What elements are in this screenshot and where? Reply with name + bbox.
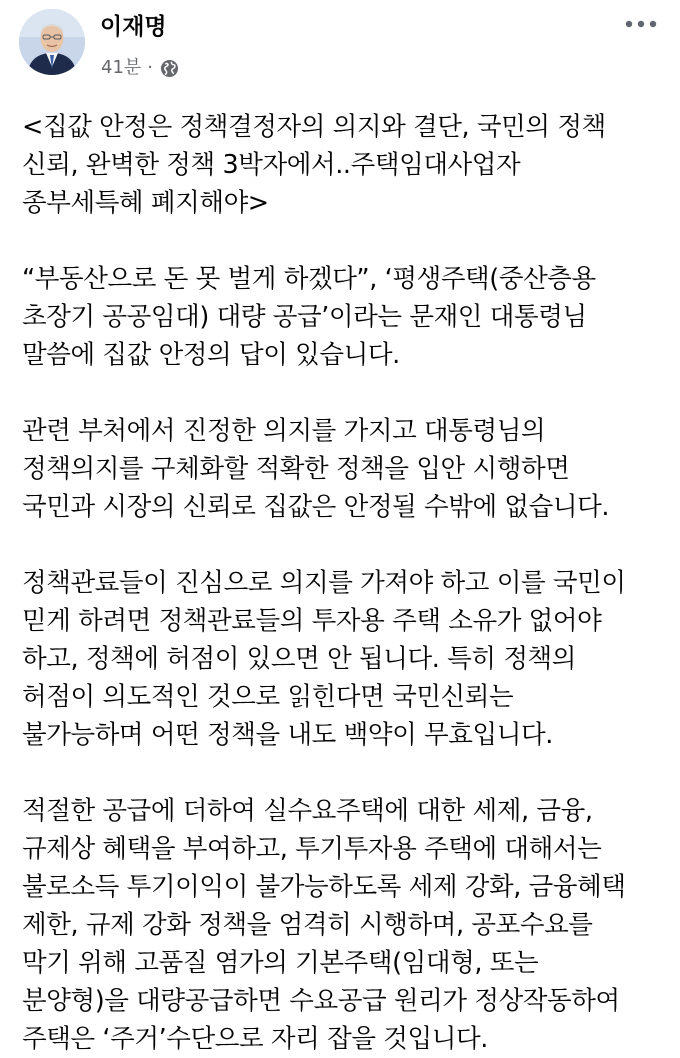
- post-paragraph: [22, 260, 662, 374]
- post-text-line: 막기 위해 고품질 염가의 기본주택(임대형, 또는: [22, 948, 539, 978]
- more-horizontal-icon: [624, 14, 658, 34]
- post-header: [0, 0, 680, 100]
- post-body: [22, 108, 662, 1058]
- post-text-line: 정책의지를 구체화할 적확한 정책을 입안 시행하면: [22, 454, 570, 484]
- author-name[interactable]: 이재명: [100, 14, 167, 40]
- post-text-line: 관련 부처에서 진정한 의지를 가지고 대통령님의: [22, 416, 546, 446]
- post-paragraph: [22, 792, 662, 1058]
- post-text-line: 주택은 ‘주거’수단으로 자리 잡을 것입니다.: [22, 1024, 488, 1054]
- post-text-line: 적절한 공급에 더하여 실수요주택에 대한 세제, 금융,: [22, 796, 593, 826]
- post-paragraph: [22, 564, 662, 754]
- post-text-line: 하고, 정책에 허점이 있으면 안 됩니다. 특히 정책의: [22, 644, 577, 674]
- post-text-line: 종부세특혜 폐지해야>: [22, 188, 269, 218]
- post-meta: [101, 54, 179, 82]
- meta-separator: ·: [147, 57, 154, 78]
- more-options-button[interactable]: [624, 14, 658, 34]
- post-text-line: 초장기 공공임대) 대량 공급’이라는 문재인 대통령님: [22, 302, 587, 332]
- post-text-line: 국민과 시장의 신뢰로 집값은 안정될 수밖에 없습니다.: [22, 492, 610, 522]
- post-text-line: 신뢰, 완벽한 정책 3박자에서..주택임대사업자: [22, 150, 521, 180]
- post-time[interactable]: 41분: [101, 57, 142, 78]
- post-text-line: 허점이 의도적인 것으로 읽힌다면 국민신뢰는: [22, 682, 514, 712]
- avatar[interactable]: [19, 9, 85, 75]
- post-paragraph: [22, 412, 662, 526]
- post-text-line: <집값 안정은 정책결정자의 의지와 결단, 국민의 정책: [22, 112, 606, 142]
- post-text-line: 제한, 규제 강화 정책을 엄격히 시행하며, 공포수요를: [22, 910, 593, 940]
- post-text-line: 믿게 하려면 정책관료들의 투자용 주택 소유가 없어야: [22, 606, 602, 636]
- globe-icon[interactable]: [160, 59, 179, 78]
- post-text-line: 분양형)을 대량공급하면 수요공급 원리가 정상작동하여: [22, 986, 620, 1016]
- post-paragraph: [22, 108, 662, 222]
- post-text-line: 정책관료들이 진심으로 의지를 가져야 하고 이를 국민이: [22, 568, 626, 598]
- post-text-line: “부동산으로 돈 못 벌게 하겠다”, ‘평생주택(중산층용: [22, 264, 596, 294]
- post-text-line: 불로소득 투기이익이 불가능하도록 세제 강화, 금융혜택: [22, 872, 626, 902]
- post-text-line: 불가능하며 어떤 정책을 내도 백약이 무효입니다.: [22, 720, 553, 750]
- post-text-line: 말씀에 집값 안정의 답이 있습니다.: [22, 340, 400, 370]
- post-text-line: 규제상 혜택을 부여하고, 투기투자용 주택에 대해서는: [22, 834, 602, 864]
- profile-photo-icon: [19, 9, 85, 75]
